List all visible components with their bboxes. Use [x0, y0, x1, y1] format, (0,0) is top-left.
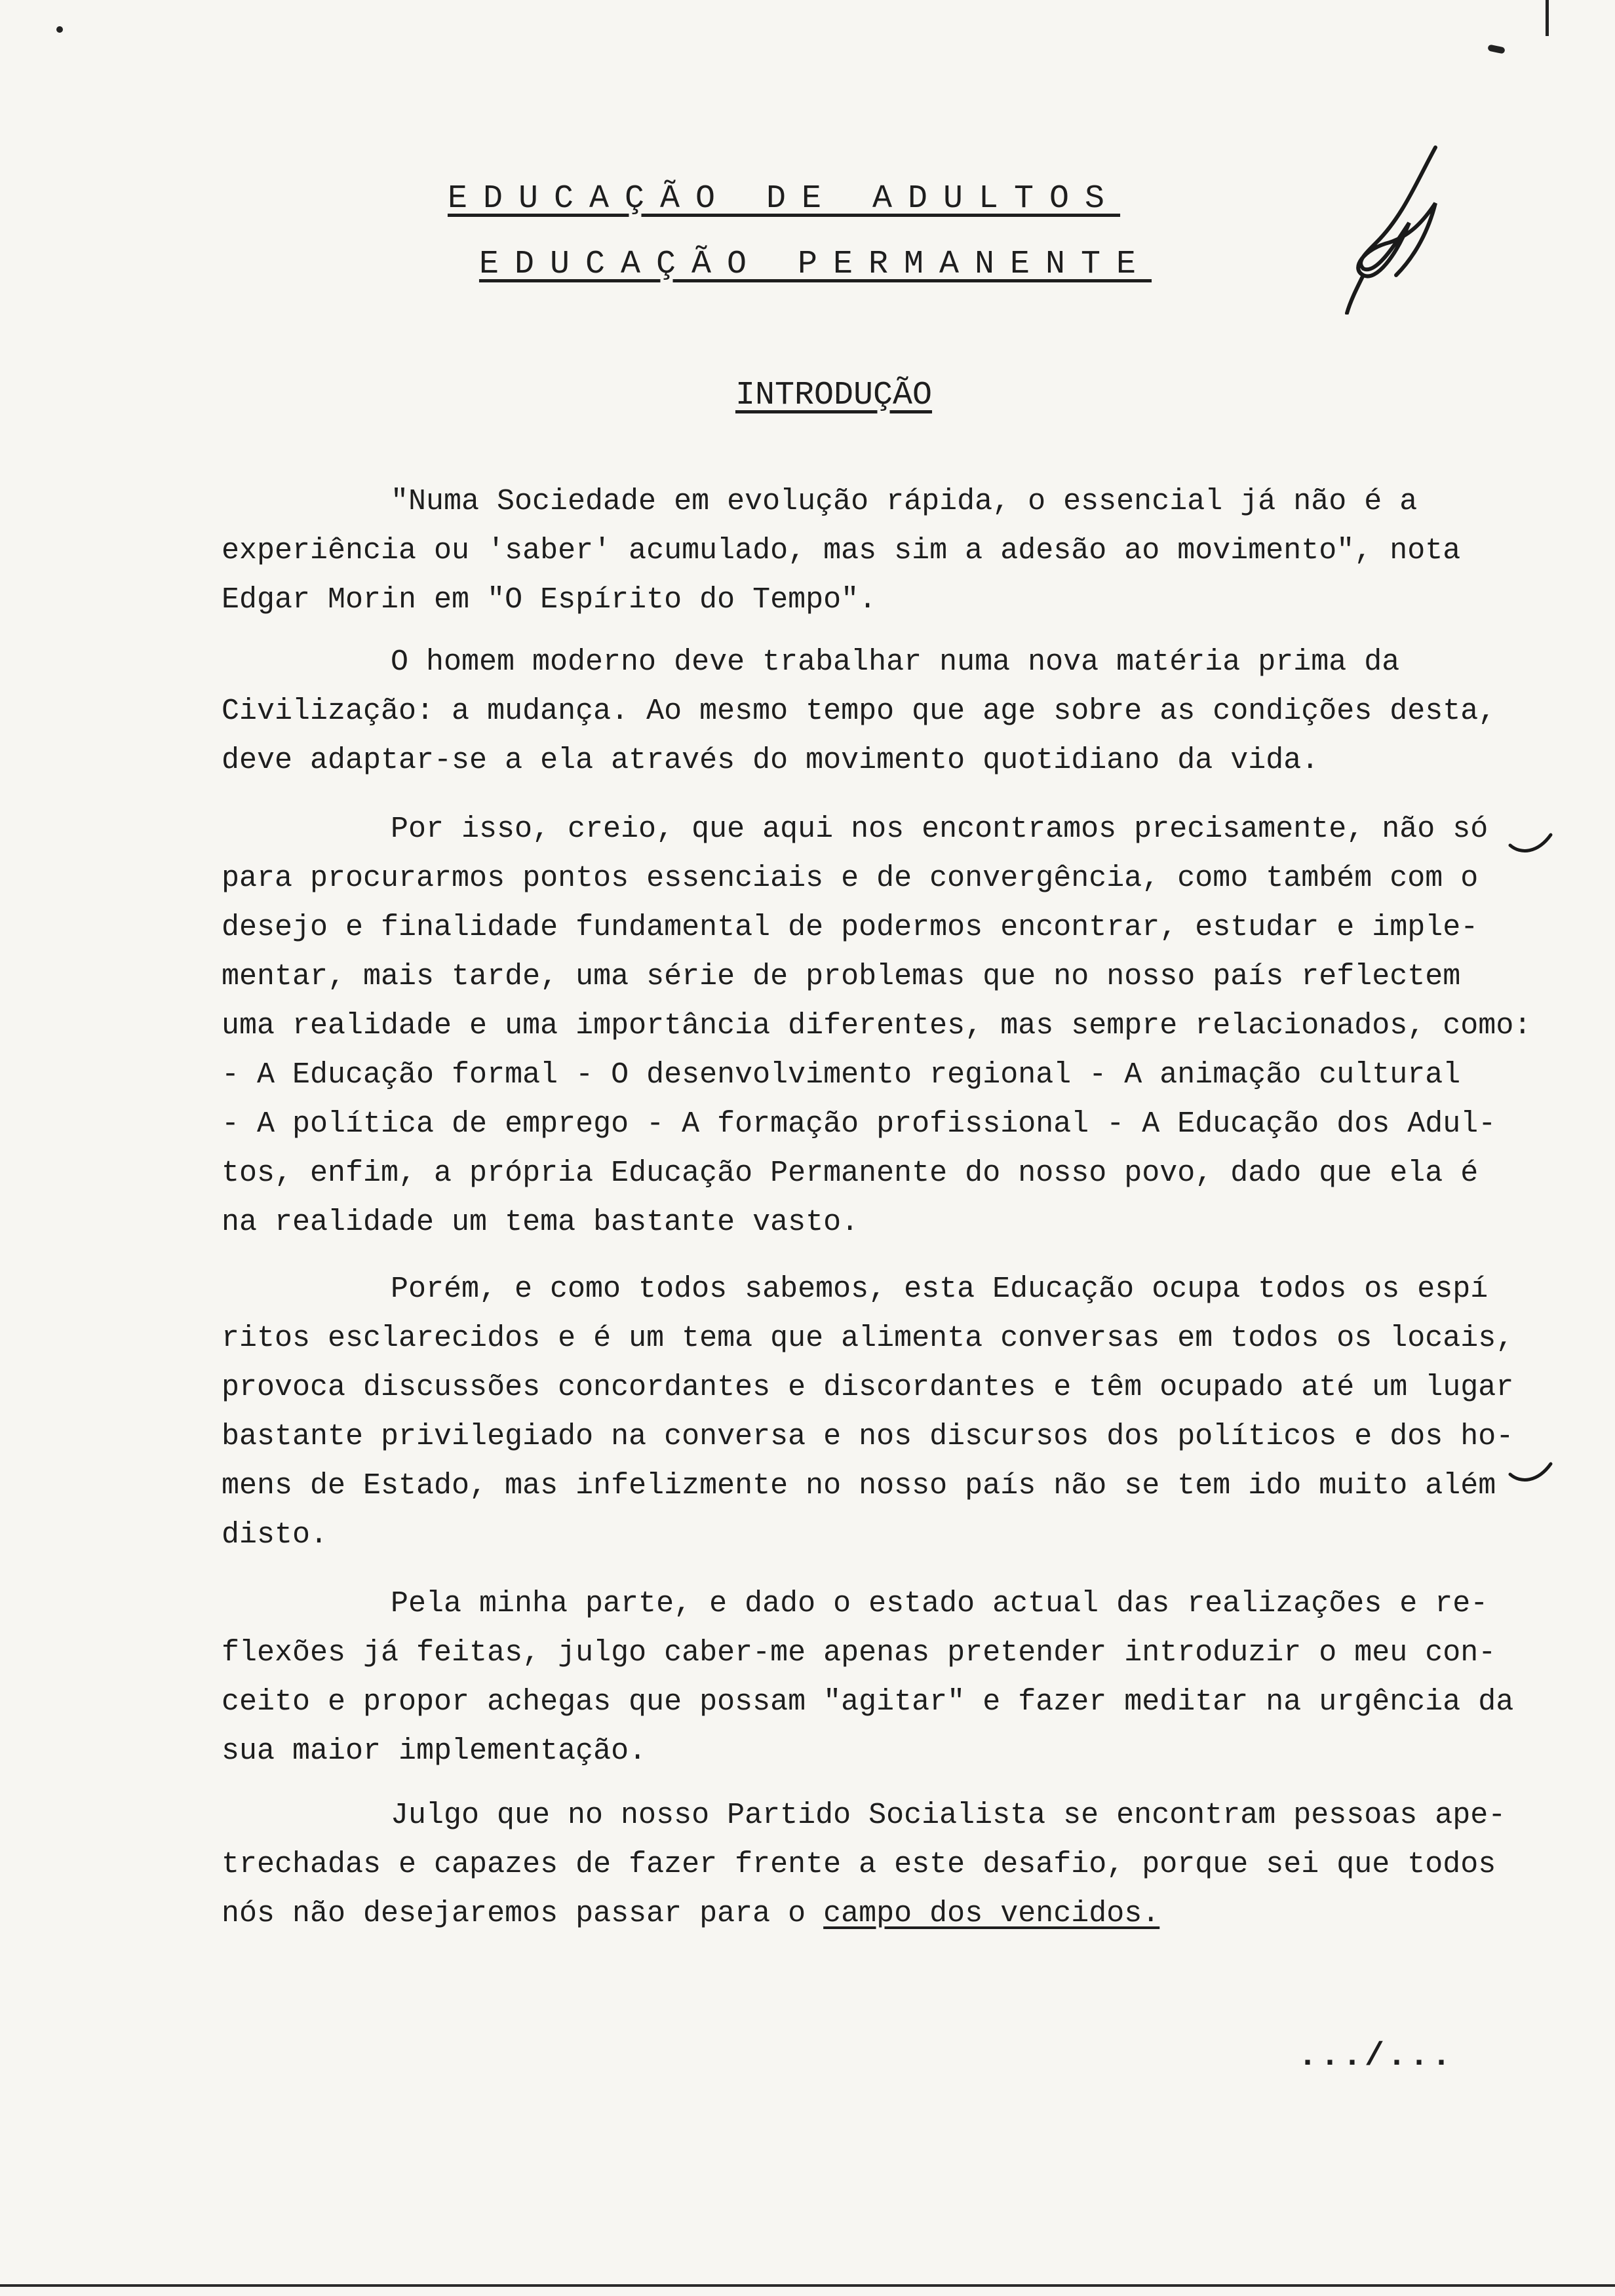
margin-check-mark — [1508, 831, 1553, 857]
text-line: Julgo que no nosso Partido Socialista se encontram pessoas ape- — [391, 1799, 1506, 1832]
text-line: desejo e finalidade fundamental de podermos encontrar, estudar e imple- — [222, 911, 1479, 944]
text-line: trechadas e capazes de fazer frente a este desafio, porque sei que todos — [222, 1848, 1496, 1881]
text-line: Porém, e como todos sabemos, esta Educação ocupa todos os espí — [391, 1272, 1489, 1306]
text-line: na realidade um tema bastante vasto. — [222, 1206, 859, 1239]
signature-initials — [1337, 144, 1449, 315]
document-subtitle: EDUCAÇÃO PERMANENTE — [478, 246, 1152, 283]
text-line: mentar, mais tarde, uma série de problemas que no nosso país reflectem — [222, 960, 1461, 993]
margin-check-mark — [1508, 1460, 1553, 1486]
scan-speck — [1546, 0, 1549, 36]
paragraph — [222, 1579, 1514, 1776]
underlined-phrase: campo dos vencidos. — [823, 1897, 1160, 1930]
paragraph — [222, 805, 1532, 1247]
text-line: - A Educação formal - O desenvolvimento regional - A animação cultural — [222, 1058, 1461, 1092]
paragraph — [222, 1791, 1506, 1938]
text-line: tos, enfim, a própria Educação Permanente do nosso povo, dado que ela é — [222, 1157, 1479, 1190]
text-line: bastante privilegiado na conversa e nos discursos dos políticos e dos ho- — [222, 1420, 1514, 1453]
text-line — [222, 1889, 1487, 1938]
scan-speck — [1487, 44, 1506, 54]
text-line: ritos esclarecidos e é um tema que alimenta conversas em todos os locais, — [222, 1322, 1514, 1355]
paragraph — [222, 1265, 1514, 1559]
text-line: deve adaptar-se a ela através do movimento quotidiano da vida. — [222, 744, 1319, 777]
text-line: provoca discussões concordantes e discordantes e têm ocupado até um lugar — [222, 1371, 1514, 1404]
text-line: sua maior implementação. — [222, 1734, 647, 1768]
text-line: disto. — [222, 1518, 328, 1552]
text-line: ceito e propor achegas que possam "agitar" e fazer meditar na urgência da — [222, 1685, 1514, 1719]
paragraph — [222, 638, 1496, 785]
text-line: flexões já feitas, julgo caber-me apenas pretender introduzir o meu con- — [222, 1636, 1496, 1670]
scan-speck — [56, 26, 63, 33]
text-fragment: nós não desejaremos passar para o — [222, 1897, 824, 1930]
text-line: para procurarmos pontos essenciais e de convergência, como também com o — [222, 862, 1479, 895]
text-line: Civilização: a mudança. Ao mesmo tempo que age sobre as condições desta, — [222, 695, 1496, 728]
text-line: O homem moderno deve trabalhar numa nova matéria prima da — [391, 645, 1400, 679]
text-line: "Numa Sociedade em evolução rápida, o essencial já não é a — [391, 485, 1418, 518]
paragraph — [222, 477, 1487, 624]
text-line: uma realidade e uma importância diferentes, mas sempre relacionados, como: — [222, 1009, 1532, 1043]
text-line: Edgar Morin em "O Espírito do Tempo". — [222, 583, 877, 617]
text-line: - A política de emprego - A formação profissional - A Educação dos Adul- — [222, 1107, 1496, 1141]
page-continuation: .../... — [1298, 2038, 1454, 2075]
text-line: mens de Estado, mas infelizmente no nosso país não se tem ido muito além — [222, 1469, 1496, 1502]
section-heading: INTRODUÇÃO — [735, 377, 933, 414]
text-line: experiência ou 'saber' acumulado, mas sim a adesão ao movimento", nota — [222, 534, 1461, 567]
document-title: EDUCAÇÃO DE ADULTOS — [447, 180, 1121, 218]
page-bottom-edge — [0, 2284, 1615, 2287]
text-line: Por isso, creio, que aqui nos encontramos precisamente, não só — [391, 813, 1489, 846]
text-line: Pela minha parte, e dado o estado actual das realizações e re- — [391, 1587, 1489, 1620]
